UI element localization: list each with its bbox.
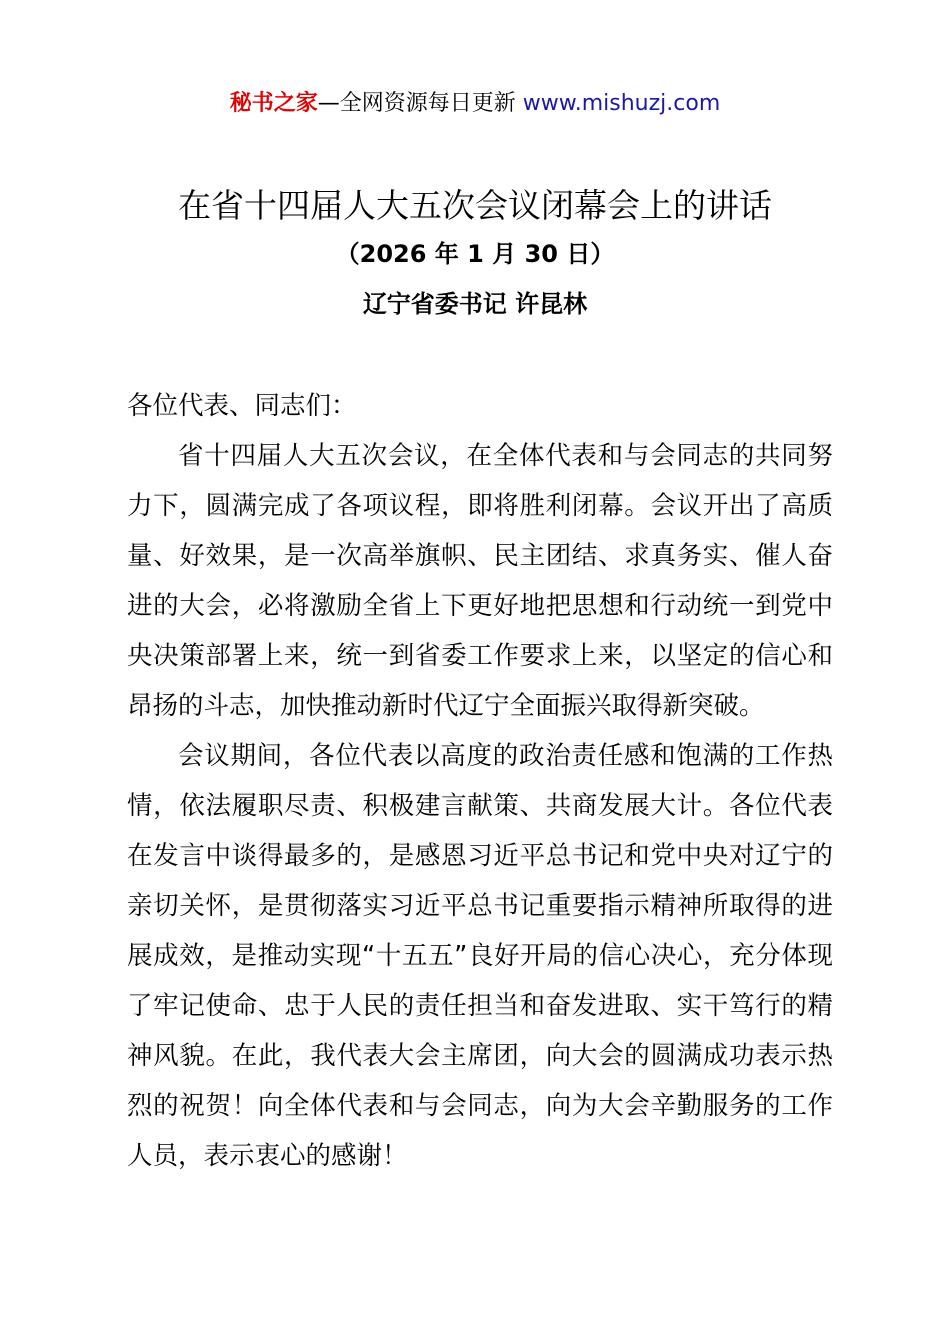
salutation: 各位代表、同志们： [127,391,357,421]
site-slogan: —全网资源每日更新 [317,91,523,116]
document-author: 辽宁省委书记 许昆林 [362,290,588,318]
paragraph-1: 省十四届人大五次会议，在全体代表和与会同志的共同努力下，圆满完成了各项议程，即将胜利闭幕。会议开出了高质量、好效果，是一次高举旗帜、民主团结、求真务实、催人奋进的大会，必将激励全省上下更好地把思想和行动统一到党中央决策部署上来，统一到省委工作要求上来，以坚定的信心和昂扬的斗志，加快推动新时代辽宁全面振兴取得新突破。 [127,441,833,721]
site-header [0,88,950,120]
document-title: 在省十四届人大五次会议闭幕会上的讲话 [178,186,772,225]
site-url-link[interactable]: www.mishuzj.com [522,91,721,116]
site-brand: 秘书之家 [229,91,318,116]
paragraph-2: 会议期间，各位代表以高度的政治责任感和饱满的工作热情，依法履职尽责、积极建言献策、共商发展大计。各位代表在发言中谈得最多的，是感恩习近平总书记和党中央对辽宁的亲切关怀，是贯彻落实习近平总书记重要指示精神所取得的进展成效，是推动实现“十五五”良好开局的信心决心，充分体现了牢记使命、忠于人民的责任担当和奋发进取、实干笃行的精神风貌。在此，我代表大会主席团，向大会的圆满成功表示热烈的祝贺！向全体代表和与会同志，向为大会辛勤服务的工作人员，表示衷心的感谢！ [127,741,833,1171]
document-date: （2026 年 1 月 30 日） [335,240,615,268]
document-body [127,381,833,1181]
